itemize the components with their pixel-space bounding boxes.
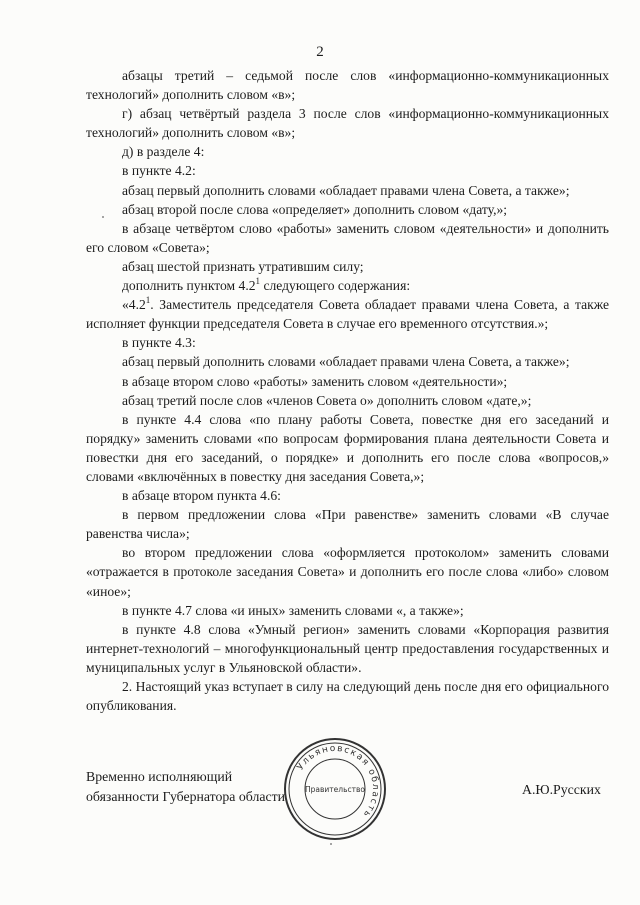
signatory-name: А.Ю.Русских [522, 782, 601, 797]
seal-ring-text: Ульяновская область [295, 743, 381, 820]
paragraph: абзац второй после слова «определяет» дополнить словом «дату,»; [122, 201, 508, 217]
superscript: 1 [145, 294, 151, 305]
paragraph: абзац первый дополнить словами «обладает правами члена Совета, а также»; [122, 182, 570, 198]
document-body [86, 66, 609, 715]
page-number: 2 [316, 44, 324, 60]
paragraph: в пункте 4.4 слова «по плану работы Совета, повестке дня его заседаний и порядку» заменить словами «по вопросам формирования плана деятельности Совета и повестки дня его заседаний, о порядке» и дополнить его после слова «вопросов,» словами «включённых в повестку дня заседания Совета,»; [86, 411, 609, 484]
paragraph: в пункте 4.3: [122, 335, 196, 351]
paragraph: абзацы третий – седьмой после слов «информационно-коммуникационных технологий» дополнить словом «в»; [86, 68, 609, 103]
scan-speck [330, 843, 332, 845]
paragraph-text: «4.2 [122, 297, 146, 313]
paragraph: в абзаце втором пункта 4.6: [122, 488, 281, 504]
seal-center-text: Правительство [305, 785, 365, 794]
paragraph: в абзаце четвёртом слово «работы» заменить словом «деятельности» и дополнить его словом «Совета»; [86, 220, 609, 255]
paragraph: в абзаце втором слово «работы» заменить словом «деятельности»; [122, 373, 508, 389]
superscript: 1 [255, 275, 261, 286]
paragraph: в пункте 4.2: [122, 163, 196, 179]
paragraph-with-superscript [86, 295, 609, 333]
paragraph: в первом предложении слова «При равенстве» заменить словами «В случае равенства числа»; [86, 507, 609, 542]
paragraph: абзац шестой признать утратившим силу; [122, 258, 364, 274]
paragraph: в пункте 4.8 слова «Умный регион» заменить словами «Корпорация развития интернет-технологий – многофункциональный центр предоставления государственных и муниципальных услуг в Ульяновской области». [86, 621, 609, 675]
svg-text:Ульяновская область [296, 744, 380, 820]
paragraph: 2. Настоящий указ вступает в силу на следующий день после дня его официального опубликования. [86, 679, 609, 714]
paragraph-text: дополнить пунктом 4.2 [122, 278, 256, 294]
paragraph: абзац третий после слов «членов Совета о» дополнить словом «дате,»; [122, 392, 532, 408]
paragraph: д) в разделе 4: [122, 144, 205, 160]
paragraph: в пункте 4.7 слова «и иных» заменить словами «, а также»; [122, 602, 464, 618]
paragraph: абзац первый дополнить словами «обладает правами члена Совета, а также»; [122, 354, 570, 370]
signature-position [86, 767, 285, 806]
paragraph: г) абзац четвёртый раздела 3 после слов «информационно-коммуникационных технологий» дополнить словом «в»; [86, 106, 609, 141]
scan-speck [102, 216, 104, 218]
official-seal [282, 736, 388, 842]
paragraph-text: следующего содержания: [260, 278, 411, 294]
paragraph: во втором предложении слова «оформляется протоколом» заменить словами «отражается в протоколе заседания Совета» и дополнить его после слова «либо» словом «иное»; [86, 545, 609, 599]
paragraph-text: . Заместитель председателя Совета обладает правами члена Совета, а также исполняет функции председателя Совета в случае его временного отсутствия.»; [86, 297, 609, 332]
signature-position-line: обязанности Губернатора области [86, 788, 286, 804]
paragraph-with-superscript [86, 276, 609, 295]
signature-position-line: Временно исполняющий [86, 769, 233, 784]
